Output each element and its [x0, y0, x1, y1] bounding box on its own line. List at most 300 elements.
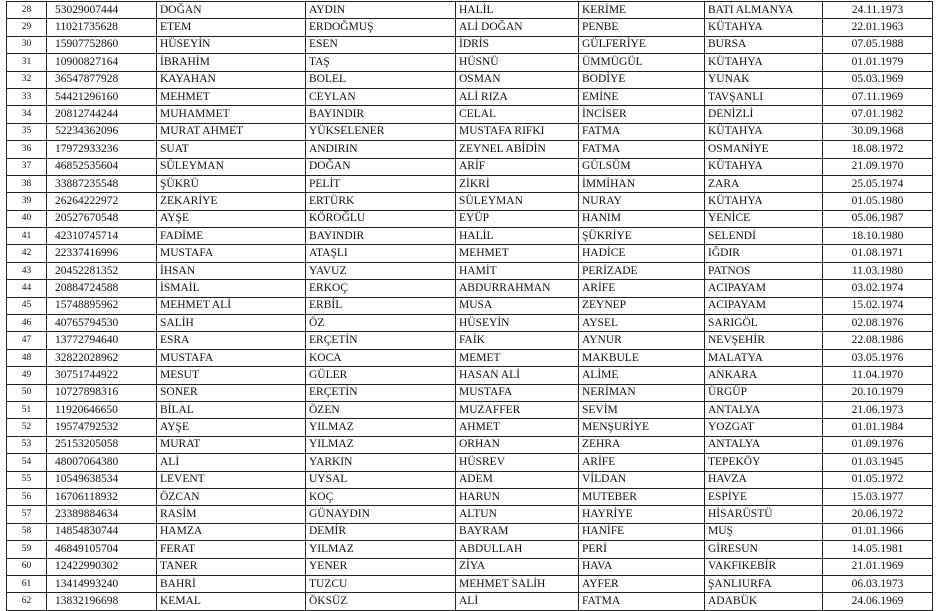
- table-row: [7, 384, 933, 401]
- tc-id-cell: 48007064380: [47, 454, 157, 471]
- birth-date-cell: 03.05.1976: [823, 349, 933, 366]
- father-name-cell: MEHMET SALİH: [456, 575, 579, 592]
- row-number-cell: 54: [7, 454, 47, 471]
- row-number-cell: 46: [7, 315, 47, 332]
- tc-id-cell: 46852535604: [47, 158, 157, 175]
- row-number-cell: 45: [7, 297, 47, 314]
- row-number-cell: 55: [7, 471, 47, 488]
- father-name-cell: HARUN: [456, 488, 579, 505]
- mother-name-cell: AYFER: [579, 575, 705, 592]
- father-name-cell: HÜSREV: [456, 454, 579, 471]
- mother-name-cell: İNCİSER: [579, 106, 705, 123]
- mother-name-cell: PERİZADE: [579, 262, 705, 279]
- surname-cell: AYDIN: [306, 2, 456, 19]
- surname-cell: KOCA: [306, 349, 456, 366]
- tc-id-cell: 25153205058: [47, 436, 157, 453]
- tc-id-cell: 10549638534: [47, 471, 157, 488]
- father-name-cell: FAİK: [456, 332, 579, 349]
- table-row: [7, 262, 933, 279]
- mother-name-cell: VİLDAN: [579, 471, 705, 488]
- table-row: [7, 436, 933, 453]
- mother-name-cell: NERİMAN: [579, 384, 705, 401]
- first-name-cell: BAHRİ: [157, 575, 306, 592]
- birth-date-cell: 21.01.1969: [823, 558, 933, 575]
- first-name-cell: DOĞAN: [157, 2, 306, 19]
- father-name-cell: ZİYA: [456, 558, 579, 575]
- surname-cell: DOĞAN: [306, 158, 456, 175]
- row-number-cell: 43: [7, 262, 47, 279]
- first-name-cell: MEHMET: [157, 88, 306, 105]
- first-name-cell: İBRAHİM: [157, 54, 306, 71]
- row-number-cell: 47: [7, 332, 47, 349]
- table-row: [7, 419, 933, 436]
- row-number-cell: 51: [7, 401, 47, 418]
- surname-cell: ERBİL: [306, 297, 456, 314]
- surname-cell: YÜKSELENER: [306, 123, 456, 140]
- surname-cell: ERKOÇ: [306, 280, 456, 297]
- birthplace-cell: KÜTAHYA: [705, 123, 823, 140]
- first-name-cell: MUHAMMET: [157, 106, 306, 123]
- mother-name-cell: ARİFE: [579, 454, 705, 471]
- table-row: [7, 245, 933, 262]
- row-number-cell: 62: [7, 593, 47, 610]
- first-name-cell: ETEM: [157, 19, 306, 36]
- row-number-cell: 35: [7, 123, 47, 140]
- tc-id-cell: 11920646650: [47, 401, 157, 418]
- father-name-cell: MEHMET: [456, 245, 579, 262]
- mother-name-cell: MAKBULE: [579, 349, 705, 366]
- mother-name-cell: ZEYNEP: [579, 297, 705, 314]
- first-name-cell: MUSTAFA: [157, 349, 306, 366]
- first-name-cell: HAMZA: [157, 523, 306, 540]
- row-number-cell: 28: [7, 2, 47, 19]
- table-row: [7, 54, 933, 71]
- table-row: [7, 593, 933, 610]
- birthplace-cell: ADABÜK: [705, 593, 823, 610]
- father-name-cell: OSMAN: [456, 71, 579, 88]
- table-row: [7, 332, 933, 349]
- table-body: [7, 2, 933, 611]
- birth-date-cell: 24.06.1969: [823, 593, 933, 610]
- birth-date-cell: 01.08.1971: [823, 245, 933, 262]
- first-name-cell: SUAT: [157, 141, 306, 158]
- father-name-cell: ALTUN: [456, 506, 579, 523]
- father-name-cell: MUSTAFA: [456, 384, 579, 401]
- surname-cell: ERDOĞMUŞ: [306, 19, 456, 36]
- row-number-cell: 48: [7, 349, 47, 366]
- tc-id-cell: 13414993240: [47, 575, 157, 592]
- tc-id-cell: 15907752860: [47, 36, 157, 53]
- table-row: [7, 575, 933, 592]
- tc-id-cell: 53029007444: [47, 2, 157, 19]
- tc-id-cell: 14854830744: [47, 523, 157, 540]
- surname-cell: BOLEL: [306, 71, 456, 88]
- birth-date-cell: 20.06.1972: [823, 506, 933, 523]
- tc-id-cell: 20527670548: [47, 210, 157, 227]
- birthplace-cell: TAVŞANLI: [705, 88, 823, 105]
- birth-date-cell: 11.04.1970: [823, 367, 933, 384]
- birth-date-cell: 02.08.1976: [823, 315, 933, 332]
- table-row: [7, 141, 933, 158]
- mother-name-cell: İMMİHAN: [579, 175, 705, 192]
- tc-id-cell: 19574792532: [47, 419, 157, 436]
- tc-id-cell: 17972933236: [47, 141, 157, 158]
- surname-cell: DEMİR: [306, 523, 456, 540]
- first-name-cell: MURAT AHMET: [157, 123, 306, 140]
- birthplace-cell: ANTALYA: [705, 401, 823, 418]
- father-name-cell: ABDURRAHMAN: [456, 280, 579, 297]
- mother-name-cell: PENBE: [579, 19, 705, 36]
- birthplace-cell: DENİZLİ: [705, 106, 823, 123]
- birthplace-cell: KÜTAHYA: [705, 19, 823, 36]
- tc-id-cell: 20884724588: [47, 280, 157, 297]
- birthplace-cell: KÜTAHYA: [705, 193, 823, 210]
- first-name-cell: TANER: [157, 558, 306, 575]
- birthplace-cell: SARIGÖL: [705, 315, 823, 332]
- birth-date-cell: 30.09.1968: [823, 123, 933, 140]
- father-name-cell: SÜLEYMAN: [456, 193, 579, 210]
- row-number-cell: 53: [7, 436, 47, 453]
- birth-date-cell: 25.05.1974: [823, 175, 933, 192]
- table-row: [7, 541, 933, 558]
- mother-name-cell: HADİCE: [579, 245, 705, 262]
- birthplace-cell: YOZGAT: [705, 419, 823, 436]
- birth-date-cell: 07.01.1982: [823, 106, 933, 123]
- birthplace-cell: MALATYA: [705, 349, 823, 366]
- surname-cell: ERTÜRK: [306, 193, 456, 210]
- father-name-cell: ABDULLAH: [456, 541, 579, 558]
- birth-date-cell: 20.10.1979: [823, 384, 933, 401]
- birth-date-cell: 15.03.1977: [823, 488, 933, 505]
- table-row: [7, 367, 933, 384]
- birth-date-cell: 03.02.1974: [823, 280, 933, 297]
- first-name-cell: İSMAİL: [157, 280, 306, 297]
- mother-name-cell: NURAY: [579, 193, 705, 210]
- birthplace-cell: KÜTAHYA: [705, 158, 823, 175]
- first-name-cell: ŞÜKRÜ: [157, 175, 306, 192]
- surname-cell: ERÇETİN: [306, 384, 456, 401]
- table-row: [7, 506, 933, 523]
- birthplace-cell: TEPEKÖY: [705, 454, 823, 471]
- surname-cell: UYSAL: [306, 471, 456, 488]
- row-number-cell: 37: [7, 158, 47, 175]
- tc-id-cell: 12422990302: [47, 558, 157, 575]
- records-table: [6, 1, 933, 611]
- birthplace-cell: ŞANLIURFA: [705, 575, 823, 592]
- first-name-cell: KEMAL: [157, 593, 306, 610]
- mother-name-cell: ALİME: [579, 367, 705, 384]
- first-name-cell: ESRA: [157, 332, 306, 349]
- tc-id-cell: 33887235548: [47, 175, 157, 192]
- row-number-cell: 50: [7, 384, 47, 401]
- row-number-cell: 33: [7, 88, 47, 105]
- first-name-cell: HÜSEYİN: [157, 36, 306, 53]
- row-number-cell: 38: [7, 175, 47, 192]
- row-number-cell: 32: [7, 71, 47, 88]
- mother-name-cell: HAVA: [579, 558, 705, 575]
- birthplace-cell: HAVZA: [705, 471, 823, 488]
- table-row: [7, 106, 933, 123]
- birthplace-cell: VAKFIKEBİR: [705, 558, 823, 575]
- table-row: [7, 558, 933, 575]
- table-row: [7, 401, 933, 418]
- birth-date-cell: 21.06.1973: [823, 401, 933, 418]
- birthplace-cell: ÜRGÜP: [705, 384, 823, 401]
- father-name-cell: ALİ: [456, 593, 579, 610]
- row-number-cell: 44: [7, 280, 47, 297]
- table-row: [7, 471, 933, 488]
- surname-cell: TUZCU: [306, 575, 456, 592]
- birth-date-cell: 05.03.1969: [823, 71, 933, 88]
- row-number-cell: 30: [7, 36, 47, 53]
- father-name-cell: CELAL: [456, 106, 579, 123]
- surname-cell: ÖZ: [306, 315, 456, 332]
- first-name-cell: MEHMET ALİ: [157, 297, 306, 314]
- surname-cell: YENER: [306, 558, 456, 575]
- father-name-cell: ORHAN: [456, 436, 579, 453]
- birthplace-cell: YENİCE: [705, 210, 823, 227]
- row-number-cell: 34: [7, 106, 47, 123]
- mother-name-cell: GÜLSÜM: [579, 158, 705, 175]
- first-name-cell: AYŞE: [157, 210, 306, 227]
- birthplace-cell: ACIPAYAM: [705, 297, 823, 314]
- tc-id-cell: 42310745714: [47, 228, 157, 245]
- table-row: [7, 71, 933, 88]
- surname-cell: BAYINDIR: [306, 106, 456, 123]
- first-name-cell: FERAT: [157, 541, 306, 558]
- surname-cell: ÖZEN: [306, 401, 456, 418]
- father-name-cell: ADEM: [456, 471, 579, 488]
- row-number-cell: 52: [7, 419, 47, 436]
- row-number-cell: 31: [7, 54, 47, 71]
- father-name-cell: HALİL: [456, 228, 579, 245]
- birth-date-cell: 18.10.1980: [823, 228, 933, 245]
- birth-date-cell: 14.05.1981: [823, 541, 933, 558]
- tc-id-cell: 13832196698: [47, 593, 157, 610]
- father-name-cell: ZİKRİ: [456, 175, 579, 192]
- father-name-cell: MUSA: [456, 297, 579, 314]
- tc-id-cell: 40765794530: [47, 315, 157, 332]
- father-name-cell: BAYRAM: [456, 523, 579, 540]
- tc-id-cell: 54421296160: [47, 88, 157, 105]
- father-name-cell: EYÜP: [456, 210, 579, 227]
- surname-cell: PELİT: [306, 175, 456, 192]
- birth-date-cell: 01.01.1984: [823, 419, 933, 436]
- birth-date-cell: 01.01.1979: [823, 54, 933, 71]
- father-name-cell: HÜSNÜ: [456, 54, 579, 71]
- mother-name-cell: MUTEBER: [579, 488, 705, 505]
- surname-cell: ESEN: [306, 36, 456, 53]
- tc-id-cell: 36547877928: [47, 71, 157, 88]
- mother-name-cell: FATMA: [579, 141, 705, 158]
- tc-id-cell: 22337416996: [47, 245, 157, 262]
- first-name-cell: İHSAN: [157, 262, 306, 279]
- row-number-cell: 59: [7, 541, 47, 558]
- surname-cell: ANDIRIN: [306, 141, 456, 158]
- tc-id-cell: 32822028962: [47, 349, 157, 366]
- document-page: [6, 1, 932, 611]
- birth-date-cell: 01.09.1976: [823, 436, 933, 453]
- tc-id-cell: 10727898316: [47, 384, 157, 401]
- first-name-cell: FADİME: [157, 228, 306, 245]
- first-name-cell: SONER: [157, 384, 306, 401]
- mother-name-cell: PERİ: [579, 541, 705, 558]
- tc-id-cell: 13772794640: [47, 332, 157, 349]
- birthplace-cell: ANKARA: [705, 367, 823, 384]
- surname-cell: YILMAZ: [306, 419, 456, 436]
- row-number-cell: 36: [7, 141, 47, 158]
- first-name-cell: SALİH: [157, 315, 306, 332]
- father-name-cell: AHMET: [456, 419, 579, 436]
- birth-date-cell: 01.05.1980: [823, 193, 933, 210]
- birth-date-cell: 01.03.1945: [823, 454, 933, 471]
- table-row: [7, 175, 933, 192]
- table-row: [7, 297, 933, 314]
- birthplace-cell: HİSARÜSTÜ: [705, 506, 823, 523]
- birth-date-cell: 01.01.1966: [823, 523, 933, 540]
- tc-id-cell: 23389884634: [47, 506, 157, 523]
- first-name-cell: LEVENT: [157, 471, 306, 488]
- surname-cell: ATAŞLI: [306, 245, 456, 262]
- row-number-cell: 60: [7, 558, 47, 575]
- surname-cell: KOÇ: [306, 488, 456, 505]
- father-name-cell: HAMİT: [456, 262, 579, 279]
- mother-name-cell: HAYRİYE: [579, 506, 705, 523]
- surname-cell: ÖKSÜZ: [306, 593, 456, 610]
- first-name-cell: MURAT: [157, 436, 306, 453]
- birthplace-cell: PATNOS: [705, 262, 823, 279]
- tc-id-cell: 46849105704: [47, 541, 157, 558]
- tc-id-cell: 15748895962: [47, 297, 157, 314]
- birthplace-cell: BURSA: [705, 36, 823, 53]
- row-number-cell: 39: [7, 193, 47, 210]
- father-name-cell: ARİF: [456, 158, 579, 175]
- row-number-cell: 40: [7, 210, 47, 227]
- first-name-cell: AYŞE: [157, 419, 306, 436]
- row-number-cell: 41: [7, 228, 47, 245]
- surname-cell: GÜLER: [306, 367, 456, 384]
- birth-date-cell: 18.08.1972: [823, 141, 933, 158]
- father-name-cell: MUZAFFER: [456, 401, 579, 418]
- father-name-cell: ZEYNEL ABİDİN: [456, 141, 579, 158]
- surname-cell: YILMAZ: [306, 541, 456, 558]
- birthplace-cell: OSMANİYE: [705, 141, 823, 158]
- birth-date-cell: 22.01.1963: [823, 19, 933, 36]
- surname-cell: GÜNAYDIN: [306, 506, 456, 523]
- table-row: [7, 210, 933, 227]
- birth-date-cell: 05.06.1987: [823, 210, 933, 227]
- row-number-cell: 49: [7, 367, 47, 384]
- birthplace-cell: NEVŞEHİR: [705, 332, 823, 349]
- row-number-cell: 58: [7, 523, 47, 540]
- table-row: [7, 19, 933, 36]
- birthplace-cell: ANTALYA: [705, 436, 823, 453]
- mother-name-cell: AYNUR: [579, 332, 705, 349]
- surname-cell: YAVUZ: [306, 262, 456, 279]
- birthplace-cell: ESPİYE: [705, 488, 823, 505]
- birthplace-cell: ACIPAYAM: [705, 280, 823, 297]
- tc-id-cell: 10900827164: [47, 54, 157, 71]
- father-name-cell: ALİ DOĞAN: [456, 19, 579, 36]
- mother-name-cell: MENŞURİYE: [579, 419, 705, 436]
- birthplace-cell: YUNAK: [705, 71, 823, 88]
- birthplace-cell: MUŞ: [705, 523, 823, 540]
- table-row: [7, 488, 933, 505]
- first-name-cell: ALİ: [157, 454, 306, 471]
- row-number-cell: 56: [7, 488, 47, 505]
- first-name-cell: BİLAL: [157, 401, 306, 418]
- birth-date-cell: 11.03.1980: [823, 262, 933, 279]
- mother-name-cell: GÜLFERİYE: [579, 36, 705, 53]
- birthplace-cell: SELENDİ: [705, 228, 823, 245]
- surname-cell: YILMAZ: [306, 436, 456, 453]
- table-row: [7, 2, 933, 19]
- birth-date-cell: 22.08.1986: [823, 332, 933, 349]
- first-name-cell: RASİM: [157, 506, 306, 523]
- table-row: [7, 349, 933, 366]
- father-name-cell: İDRİS: [456, 36, 579, 53]
- mother-name-cell: HANIM: [579, 210, 705, 227]
- birth-date-cell: 07.05.1988: [823, 36, 933, 53]
- first-name-cell: MESUT: [157, 367, 306, 384]
- tc-id-cell: 20452281352: [47, 262, 157, 279]
- tc-id-cell: 20812744244: [47, 106, 157, 123]
- first-name-cell: SÜLEYMAN: [157, 158, 306, 175]
- first-name-cell: MUSTAFA: [157, 245, 306, 262]
- table-row: [7, 88, 933, 105]
- surname-cell: KÖROĞLU: [306, 210, 456, 227]
- birthplace-cell: IĞDIR: [705, 245, 823, 262]
- mother-name-cell: FATMA: [579, 593, 705, 610]
- table-row: [7, 280, 933, 297]
- father-name-cell: ALİ RIZA: [456, 88, 579, 105]
- table-row: [7, 454, 933, 471]
- mother-name-cell: BODİYE: [579, 71, 705, 88]
- mother-name-cell: ARİFE: [579, 280, 705, 297]
- mother-name-cell: FATMA: [579, 123, 705, 140]
- table-row: [7, 123, 933, 140]
- row-number-cell: 61: [7, 575, 47, 592]
- table-row: [7, 36, 933, 53]
- row-number-cell: 29: [7, 19, 47, 36]
- surname-cell: YARKIN: [306, 454, 456, 471]
- table-row: [7, 158, 933, 175]
- birth-date-cell: 15.02.1974: [823, 297, 933, 314]
- father-name-cell: HASAN ALİ: [456, 367, 579, 384]
- mother-name-cell: EMİNE: [579, 88, 705, 105]
- tc-id-cell: 11021735628: [47, 19, 157, 36]
- mother-name-cell: ÜMMÜGÜL: [579, 54, 705, 71]
- tc-id-cell: 26264222972: [47, 193, 157, 210]
- mother-name-cell: ŞÜKRİYE: [579, 228, 705, 245]
- tc-id-cell: 16706118932: [47, 488, 157, 505]
- mother-name-cell: AYSEL: [579, 315, 705, 332]
- first-name-cell: ÖZCAN: [157, 488, 306, 505]
- birth-date-cell: 24.11.1973: [823, 2, 933, 19]
- birthplace-cell: GİRESUN: [705, 541, 823, 558]
- table-row: [7, 228, 933, 245]
- father-name-cell: MEMET: [456, 349, 579, 366]
- mother-name-cell: SEVİM: [579, 401, 705, 418]
- birth-date-cell: 07.11.1969: [823, 88, 933, 105]
- birthplace-cell: KÜTAHYA: [705, 54, 823, 71]
- first-name-cell: ZEKARİYE: [157, 193, 306, 210]
- mother-name-cell: HANİFE: [579, 523, 705, 540]
- birthplace-cell: BATI ALMANYA: [705, 2, 823, 19]
- row-number-cell: 57: [7, 506, 47, 523]
- table-row: [7, 315, 933, 332]
- mother-name-cell: ZEHRA: [579, 436, 705, 453]
